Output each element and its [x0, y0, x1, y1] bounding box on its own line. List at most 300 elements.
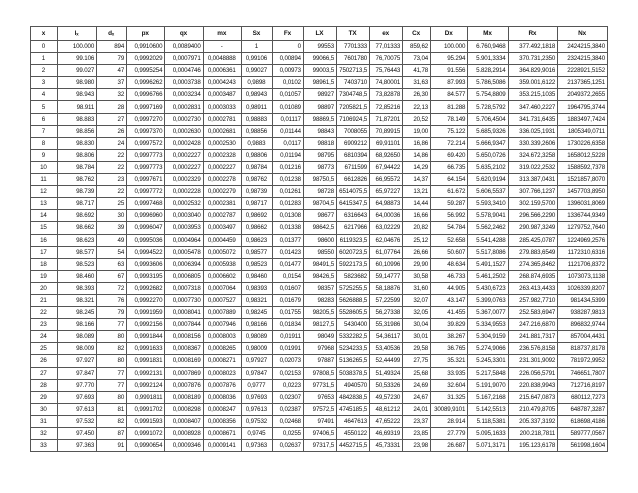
- table-row: [31, 186, 608, 198]
- table-cell: 746651,7807: [558, 367, 608, 379]
- table-cell: 370.731,2350: [508, 53, 558, 65]
- table-cell: 0,0002227: [165, 161, 203, 173]
- table-cell: 247.216,6870: [508, 319, 558, 331]
- table-cell: 5.461,2502: [468, 270, 508, 282]
- table-cell: 781972,9952: [558, 355, 608, 367]
- table-cell: 680112,7273: [558, 391, 608, 403]
- table-cell: 589777,0567: [558, 428, 608, 440]
- table-cell: 0,9883: [241, 137, 272, 149]
- table-cell: 296.566,2290: [508, 210, 558, 222]
- table-row: [31, 258, 608, 270]
- table-cell: 21: [31, 294, 58, 306]
- table-row: [31, 77, 608, 89]
- table-cell: 252.583,6947: [508, 307, 558, 319]
- table-cell: 0,0008367: [165, 343, 203, 355]
- table-cell: 31: [31, 415, 58, 427]
- table-cell: 0,98460: [241, 270, 272, 282]
- table-cell: 0,9992124: [127, 379, 165, 391]
- table-cell: 97.363: [57, 440, 96, 452]
- table-cell: 82: [97, 415, 127, 427]
- table-cell: 0,9997468: [127, 198, 165, 210]
- table-cell: 20,82: [403, 222, 431, 234]
- table-row: [31, 379, 608, 391]
- table-cell: 97731,5: [303, 379, 336, 391]
- table-cell: 0,9996960: [127, 210, 165, 222]
- column-header: px: [127, 27, 165, 41]
- table-cell: 98.662: [57, 222, 96, 234]
- table-cell: 0,0007876: [165, 379, 203, 391]
- table-cell: 0,0002228: [165, 186, 203, 198]
- table-cell: 0,0002831: [165, 101, 203, 113]
- table-cell: 98600: [303, 234, 336, 246]
- table-cell: 1336744,9349: [558, 210, 608, 222]
- table-cell: 0,9997773: [127, 161, 165, 173]
- table-cell: 0,01283: [272, 198, 303, 210]
- table-cell: 0,0003953: [165, 222, 203, 234]
- table-cell: 0,0006805: [165, 270, 203, 282]
- table-cell: 12: [31, 186, 58, 198]
- table-cell: 67,94422: [370, 161, 403, 173]
- table-cell: 97808,5: [303, 367, 336, 379]
- table-cell: 0,01261: [272, 186, 303, 198]
- table-cell: 80: [97, 331, 127, 343]
- table-cell: 5.606,5537: [468, 186, 508, 198]
- table-cell: 0,0009346: [165, 440, 203, 452]
- table-cell: 61.672: [431, 186, 468, 198]
- table-cell: 0,98623: [241, 234, 272, 246]
- table-cell: 2324215,3840: [558, 53, 608, 65]
- table-cell: 6119323,5: [337, 234, 370, 246]
- table-cell: 98897: [303, 101, 336, 113]
- table-cell: 63: [97, 258, 127, 270]
- table-cell: 0,9993195: [127, 270, 165, 282]
- table-cell: 307.766,1237: [508, 186, 558, 198]
- table-cell: 98491,5: [303, 258, 336, 270]
- table-cell: 17: [31, 246, 58, 258]
- table-cell: 98.245: [57, 307, 96, 319]
- table-cell: 29,90: [403, 258, 431, 270]
- table-cell: 5.191,9070: [468, 379, 508, 391]
- table-cell: 73,04: [403, 53, 431, 65]
- table-cell: 0,9997773: [127, 149, 165, 161]
- table-cell: 0,01911: [272, 331, 303, 343]
- table-cell: 14,29: [403, 161, 431, 173]
- table-cell: 9: [31, 149, 58, 161]
- table-cell: 5.620,9194: [468, 174, 508, 186]
- table-cell: 1: [31, 53, 58, 65]
- table-cell: 0,0009141: [203, 440, 241, 452]
- table-cell: 5.706,4504: [468, 113, 508, 125]
- table-row: [31, 319, 608, 331]
- table-cell: 59.287: [431, 198, 468, 210]
- table-cell: 72.214: [431, 137, 468, 149]
- table-cell: 0,9992270: [127, 294, 165, 306]
- table-cell: 30: [31, 403, 58, 415]
- table-cell: 0,0006361: [203, 65, 241, 77]
- table-cell: 4647613: [337, 415, 370, 427]
- table-cell: 0,0008356: [203, 415, 241, 427]
- table-cell: 77: [97, 367, 127, 379]
- table-cell: 0,0008298: [165, 403, 203, 415]
- table-cell: 0,02387: [272, 403, 303, 415]
- table-cell: 0,01755: [272, 307, 303, 319]
- table-cell: 23,85: [403, 428, 431, 440]
- table-cell: 32: [31, 428, 58, 440]
- table-cell: 66.735: [431, 161, 468, 173]
- table-cell: 0,0007869: [165, 367, 203, 379]
- column-header: mx: [203, 27, 241, 41]
- table-cell: 0,0008407: [165, 415, 203, 427]
- table-cell: 0,9996262: [127, 77, 165, 89]
- table-cell: 0,01117: [272, 113, 303, 125]
- table-cell: 7701333: [337, 41, 370, 53]
- table-cell: 8: [31, 137, 58, 149]
- table-cell: 0,0006602: [203, 270, 241, 282]
- table-cell: 31,63: [403, 77, 431, 89]
- table-cell: 100.000: [431, 41, 468, 53]
- table-row: [31, 391, 608, 403]
- table-row: [31, 41, 608, 53]
- table-cell: 64,00036: [370, 210, 403, 222]
- table-cell: 27: [97, 113, 127, 125]
- table-cell: 0,98717: [241, 198, 272, 210]
- table-cell: 5.430,6723: [468, 282, 508, 294]
- table-cell: 97968: [303, 343, 336, 355]
- table-row: [31, 367, 608, 379]
- table-cell: 894: [97, 41, 127, 53]
- table-cell: 377.492,1818: [508, 41, 558, 53]
- table-cell: 18: [31, 258, 58, 270]
- table-cell: 0,01057: [272, 89, 303, 101]
- table-cell: 14: [31, 210, 58, 222]
- table-cell: 77: [97, 379, 127, 391]
- table-cell: 84.577: [431, 89, 468, 101]
- table-cell: 0,97532: [241, 415, 272, 427]
- table-cell: 49: [97, 234, 127, 246]
- table-cell: 49,57230: [370, 391, 403, 403]
- table-cell: 98.321: [57, 294, 96, 306]
- table-cell: 5.541,4288: [468, 234, 508, 246]
- table-cell: 23: [31, 319, 58, 331]
- table-cell: 98.739: [57, 186, 96, 198]
- table-cell: 48,61212: [370, 403, 403, 415]
- table-cell: 0,98523: [241, 258, 272, 270]
- table-cell: 0,0002227: [203, 161, 241, 173]
- table-cell: 97.532: [57, 415, 96, 427]
- table-cell: 38.267: [431, 331, 468, 343]
- table-row: [31, 282, 608, 294]
- table-cell: 98843: [303, 125, 336, 137]
- life-table-container: [30, 26, 608, 452]
- table-cell: 0,9997671: [127, 174, 165, 186]
- table-cell: 0,02073: [272, 355, 303, 367]
- table-cell: 98.911: [57, 101, 96, 113]
- table-cell: 98.980: [57, 77, 96, 89]
- column-header: x: [31, 27, 58, 41]
- table-cell: 98927: [303, 89, 336, 101]
- table-cell: 47: [97, 65, 127, 77]
- table-cell: 1: [241, 41, 272, 53]
- table-cell: 24,67: [403, 391, 431, 403]
- table-cell: 35.321: [431, 355, 468, 367]
- table-cell: 24,01: [403, 403, 431, 415]
- table-cell: 0,0002681: [203, 125, 241, 137]
- table-cell: 0,9992029: [127, 53, 165, 65]
- table-cell: 5.635,2102: [468, 161, 508, 173]
- table-cell: 24: [31, 331, 58, 343]
- table-cell: 60,10996: [370, 258, 403, 270]
- table-cell: 5.142,5513: [468, 403, 508, 415]
- table-cell: 95.294: [431, 53, 468, 65]
- table-cell: 31.325: [431, 391, 468, 403]
- table-cell: 97887: [303, 355, 336, 367]
- table-cell: 6711599: [337, 161, 370, 173]
- table-cell: 52,44499: [370, 355, 403, 367]
- table-cell: 51,49324: [370, 367, 403, 379]
- table-row: [31, 331, 608, 343]
- table-cell: 236.576,8158: [508, 343, 558, 355]
- table-cell: 0,9991702: [127, 403, 165, 415]
- table-cell: 0,98806: [241, 149, 272, 161]
- table-cell: 26.687: [431, 440, 468, 452]
- table-cell: 0,0007971: [165, 53, 203, 65]
- table-cell: 1883497,7424: [558, 113, 608, 125]
- table-cell: 0,98762: [241, 174, 272, 186]
- table-cell: 54,36117: [370, 331, 403, 343]
- table-cell: 0,0004964: [165, 234, 203, 246]
- table-cell: 4842838,5: [337, 391, 370, 403]
- table-cell: 99553: [303, 41, 336, 53]
- table-row: [31, 113, 608, 125]
- table-cell: 0,98784: [241, 161, 272, 173]
- table-cell: 2: [31, 65, 58, 77]
- table-cell: 6020723,5: [337, 246, 370, 258]
- table-cell: 0,9992156: [127, 319, 165, 331]
- table-cell: 241.881,7317: [508, 331, 558, 343]
- table-cell: 0,9991811: [127, 391, 165, 403]
- table-cell: 7205821,5: [337, 101, 370, 113]
- table-cell: 27: [31, 367, 58, 379]
- table-cell: 0,0002630: [165, 125, 203, 137]
- table-row: [31, 343, 608, 355]
- table-cell: 78.149: [431, 113, 468, 125]
- table-cell: 6316643: [337, 210, 370, 222]
- table-cell: 290.987,3249: [508, 222, 558, 234]
- table-cell: 0,98393: [241, 282, 272, 294]
- table-cell: 54.784: [431, 222, 468, 234]
- table-cell: 13: [31, 198, 58, 210]
- table-row: [31, 161, 608, 173]
- table-cell: 0,0007889: [203, 307, 241, 319]
- column-header: Cx: [403, 27, 431, 41]
- table-cell: 33.935: [431, 367, 468, 379]
- table-cell: 0,01089: [272, 101, 303, 113]
- column-header: ex: [370, 27, 403, 41]
- table-cell: 98869,5: [303, 113, 336, 125]
- table-cell: 5.685,9326: [468, 125, 508, 137]
- table-cell: 44.905: [431, 282, 468, 294]
- table-cell: 98.856: [57, 125, 96, 137]
- table-row: [31, 198, 608, 210]
- table-cell: 81.288: [431, 101, 468, 113]
- table-cell: 64.154: [431, 174, 468, 186]
- table-cell: 27,75: [403, 355, 431, 367]
- table-cell: 99.106: [57, 53, 96, 65]
- table-cell: 0,0008156: [165, 331, 203, 343]
- table-cell: 4940570: [337, 379, 370, 391]
- table-cell: 0,0002279: [203, 186, 241, 198]
- table-cell: 5.245,3301: [468, 355, 508, 367]
- table-cell: 65,97227: [370, 186, 403, 198]
- table-cell: 14,44: [403, 198, 431, 210]
- table-cell: 7502713,5: [337, 65, 370, 77]
- table-cell: 0,0008928: [165, 428, 203, 440]
- table-cell: 0,0002381: [203, 198, 241, 210]
- table-cell: 5.728,5792: [468, 101, 508, 113]
- table-cell: 0,0008169: [165, 355, 203, 367]
- column-header: Fx: [272, 27, 303, 41]
- column-header: Sx: [241, 27, 272, 41]
- table-cell: 263.413,4433: [508, 282, 558, 294]
- table-cell: 98773: [303, 161, 336, 173]
- table-cell: 324.672,3258: [508, 149, 558, 161]
- table-cell: 302.159,5700: [508, 198, 558, 210]
- table-cell: 98049: [303, 331, 336, 343]
- table-cell: 66,95572: [370, 174, 403, 186]
- table-cell: 0,9898: [241, 77, 272, 89]
- table-cell: 0,01679: [272, 294, 303, 306]
- table-cell: 981434,5399: [558, 294, 608, 306]
- table-cell: 0,98943: [241, 89, 272, 101]
- table-cell: 0,9992682: [127, 282, 165, 294]
- table-cell: 98.830: [57, 137, 96, 149]
- table-cell: 79: [97, 53, 127, 65]
- table-row: [31, 307, 608, 319]
- column-header: lₓ: [57, 27, 96, 41]
- table-cell: 0,0008036: [203, 391, 241, 403]
- table-cell: 0,0005478: [165, 246, 203, 258]
- table-cell: 1224969,2576: [558, 234, 608, 246]
- table-cell: 5: [31, 101, 58, 113]
- table-cell: 6909212: [337, 137, 370, 149]
- table-row: [31, 415, 608, 427]
- table-cell: 1026339,8207: [558, 282, 608, 294]
- table-cell: 0,9997572: [127, 137, 165, 149]
- table-cell: 28.914: [431, 415, 468, 427]
- table-row: [31, 65, 608, 77]
- table-cell: 32: [97, 89, 127, 101]
- table-cell: 5038378,5: [337, 367, 370, 379]
- table-cell: 47,65222: [370, 415, 403, 427]
- table-cell: 0,0008265: [203, 343, 241, 355]
- table-cell: 5.786,5086: [468, 77, 508, 89]
- table-cell: 5.334,9553: [468, 319, 508, 331]
- table-cell: 7403710: [337, 77, 370, 89]
- table-cell: 98677: [303, 210, 336, 222]
- table-cell: 0,98166: [241, 319, 272, 331]
- table-cell: 76: [97, 294, 127, 306]
- table-cell: 39.829: [431, 319, 468, 331]
- table-cell: 73,82878: [370, 89, 403, 101]
- table-cell: 5.650,0726: [468, 149, 508, 161]
- table-cell: 0,01423: [272, 246, 303, 258]
- table-row: [31, 149, 608, 161]
- table-cell: 0,0003033: [203, 101, 241, 113]
- table-cell: 0,0006394: [165, 258, 203, 270]
- table-cell: 0,9994522: [127, 246, 165, 258]
- table-cell: 0,0007876: [203, 379, 241, 391]
- table-cell: 98.762: [57, 174, 96, 186]
- table-cell: 72: [97, 282, 127, 294]
- table-cell: 75.122: [431, 125, 468, 137]
- table-cell: 0,0004243: [203, 77, 241, 89]
- table-cell: 1396031,8069: [558, 198, 608, 210]
- table-cell: 0,0089400: [165, 41, 203, 53]
- table-cell: 0,9991844: [127, 331, 165, 343]
- table-cell: 67: [97, 270, 127, 282]
- table-cell: 63,02229: [370, 222, 403, 234]
- table-cell: 0,9992131: [127, 367, 165, 379]
- table-row: [31, 210, 608, 222]
- table-header: [31, 27, 608, 41]
- table-cell: 77,01333: [370, 41, 403, 53]
- table-cell: 25: [31, 343, 58, 355]
- table-cell: 0,9991593: [127, 415, 165, 427]
- table-cell: 98750,5: [303, 174, 336, 186]
- table-cell: 200.218,7811: [508, 428, 558, 440]
- table-row: [31, 89, 608, 101]
- table-cell: 69.420: [431, 149, 468, 161]
- table-cell: 4452715,5: [337, 440, 370, 452]
- table-cell: 0,0002781: [203, 113, 241, 125]
- table-cell: 712716,8197: [558, 379, 608, 391]
- table-cell: 11: [31, 174, 58, 186]
- table-cell: 16,86: [403, 137, 431, 149]
- table-cell: 99.027: [57, 65, 96, 77]
- table-cell: 19,00: [403, 125, 431, 137]
- table-cell: 1658012,5228: [558, 149, 608, 161]
- table-cell: 100.000: [57, 41, 96, 53]
- table-cell: 30,01: [403, 331, 431, 343]
- table-cell: 7008055: [337, 125, 370, 137]
- table-cell: 0,01216: [272, 161, 303, 173]
- table-cell: 0,0007844: [165, 319, 203, 331]
- table-cell: 22: [31, 307, 58, 319]
- table-cell: 30: [97, 210, 127, 222]
- table-cell: 30089,9101: [431, 403, 468, 415]
- table-cell: 41.455: [431, 307, 468, 319]
- table-cell: 0,99106: [241, 53, 272, 65]
- table-cell: 23: [97, 174, 127, 186]
- table-cell: 82: [97, 343, 127, 355]
- table-cell: 0,00973: [272, 65, 303, 77]
- table-cell: 5430400: [337, 319, 370, 331]
- table-cell: 1172310,6316: [558, 246, 608, 258]
- table-cell: 33: [31, 440, 58, 452]
- table-cell: 56,27338: [370, 307, 403, 319]
- table-cell: 0,9997772: [127, 186, 165, 198]
- table-body: [31, 41, 608, 452]
- table-cell: 15: [31, 222, 58, 234]
- table-cell: 0,0002787: [203, 210, 241, 222]
- table-cell: 0,01308: [272, 210, 303, 222]
- table-cell: 5.562,2462: [468, 222, 508, 234]
- table-cell: 97317,5: [303, 440, 336, 452]
- table-cell: 5.491,1527: [468, 258, 508, 270]
- table-cell: 0,9991831: [127, 355, 165, 367]
- table-cell: 0,98856: [241, 125, 272, 137]
- table-cell: 56.992: [431, 210, 468, 222]
